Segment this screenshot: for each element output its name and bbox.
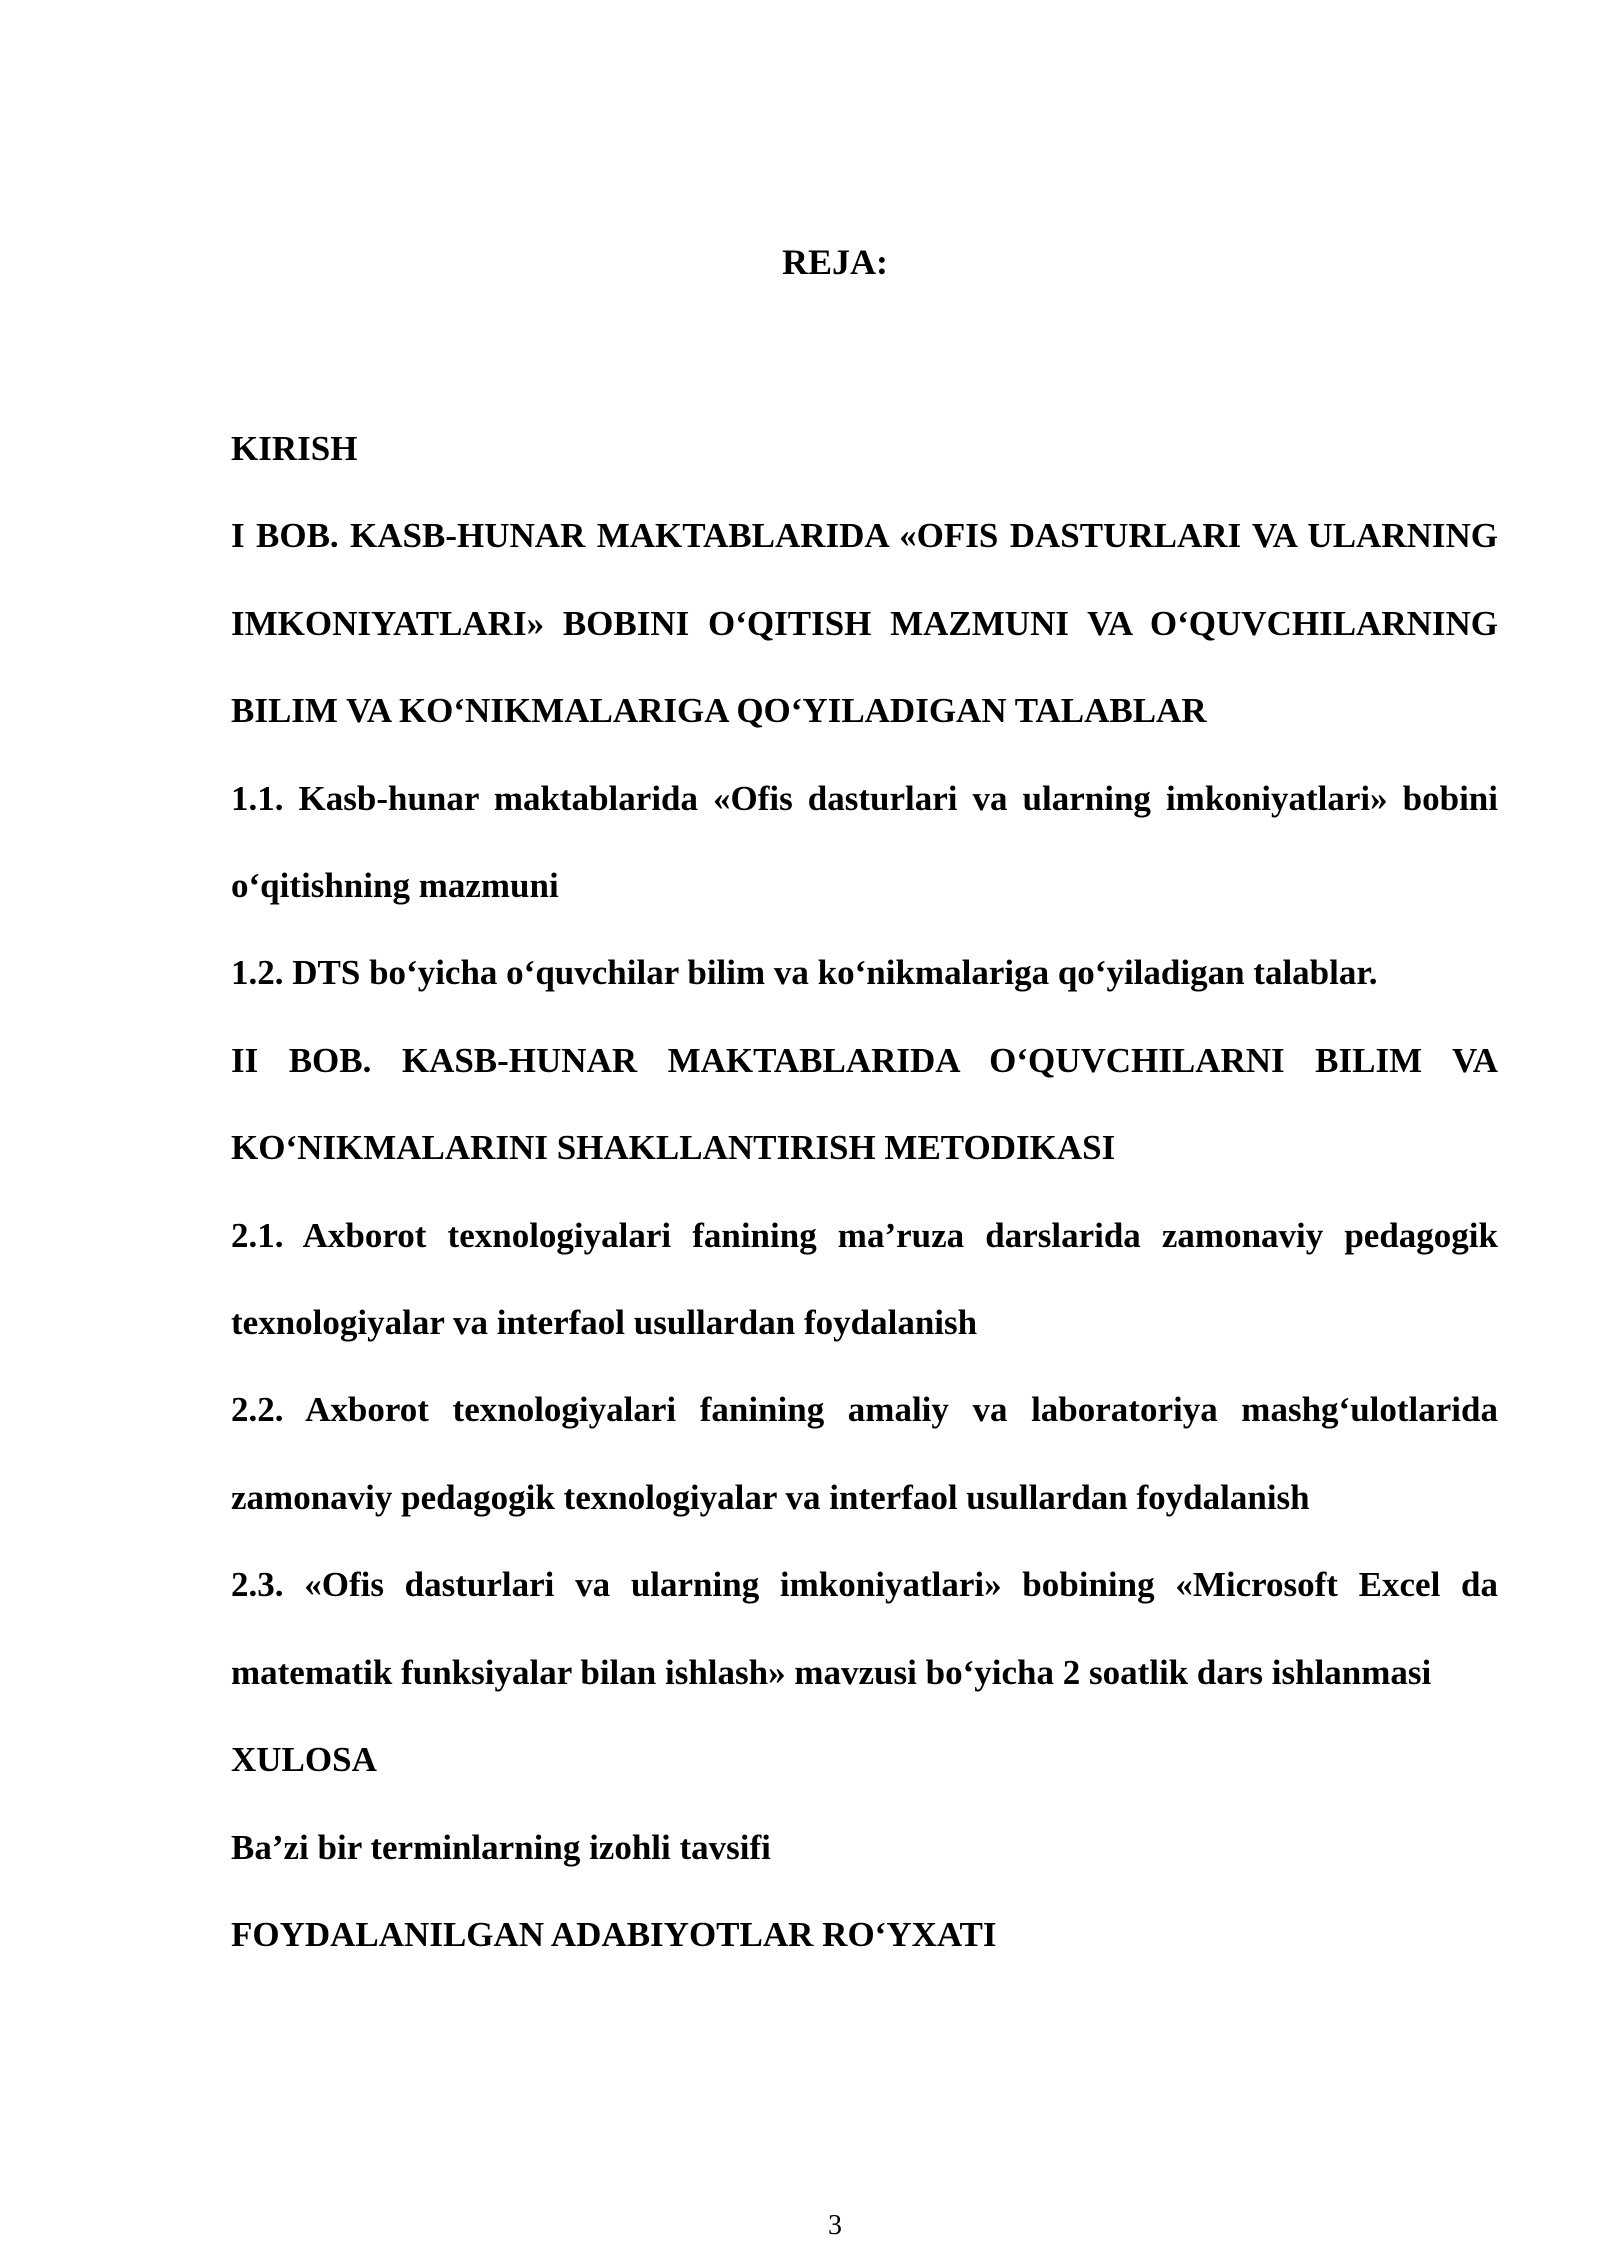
toc-entry-references: FOYDALANILGAN ADABIYOTLAR RO‘YXATI — [231, 1914, 997, 1954]
table-of-contents — [231, 405, 1498, 1978]
toc-entry-section-1-1: 1.1. Kasb-hunar maktablarida «Ofis dasturlari va ularning imkoniyatlari» bobini o‘qitishning mazmuni — [231, 778, 1498, 906]
toc-entry-section-1-2: 1.2. DTS bo‘yicha o‘quvchilar bilim va ko‘nikmalariga qo‘yiladigan talablar. — [231, 953, 1378, 993]
toc-entry-section-2-2: 2.2. Axborot texnologiyalari fanining amaliy va laboratoriya mashg‘ulotlarida zamonaviy pedagogik texnologiyalar va interfaol usullardan foydalanish — [231, 1390, 1498, 1517]
toc-entry-kirish: KIRISH — [231, 429, 358, 468]
toc-entry-section-2-3: 2.3. «Ofis dasturlari va ularning imkoniyatlari» bobining «Microsoft Excel da matematik funksiyalar bilan ishlash» mavzusi bo‘yicha 2 soatlik dars ishlanmasi — [231, 1565, 1498, 1692]
toc-entry-section-2-1: 2.1. Axborot texnologiyalari fanining ma’ruza darslarida zamonaviy pedagogik texnologiyalar va interfaol usullardan foydalanish — [231, 1215, 1498, 1343]
page-title: REJA: — [782, 242, 888, 282]
page-number: 3 — [828, 2210, 842, 2241]
toc-entry-chapter-2: II BOB. KASB-HUNAR MAKTABLARIDA O‘QUVCHILARNI BILIM VA KO‘NIKMALARINI SHAKLLANTIRISH METODIKASI — [231, 1040, 1498, 1168]
toc-entry-xulosa: XULOSA — [231, 1740, 377, 1780]
toc-entry-glossary: Ba’zi bir terminlarning izohli tavsifi — [231, 1827, 771, 1867]
toc-entry-chapter-1: I BOB. KASB-HUNAR MAKTABLARIDA «OFIS DASTURLARI VA ULARNING IMKONIYATLARI» BOBINI O‘QITISH MAZMUNI VA O‘QUVCHILARNING BILIM VA KO‘NIKMALARIGA QO‘YILADIGAN TALABLAR — [231, 516, 1498, 731]
